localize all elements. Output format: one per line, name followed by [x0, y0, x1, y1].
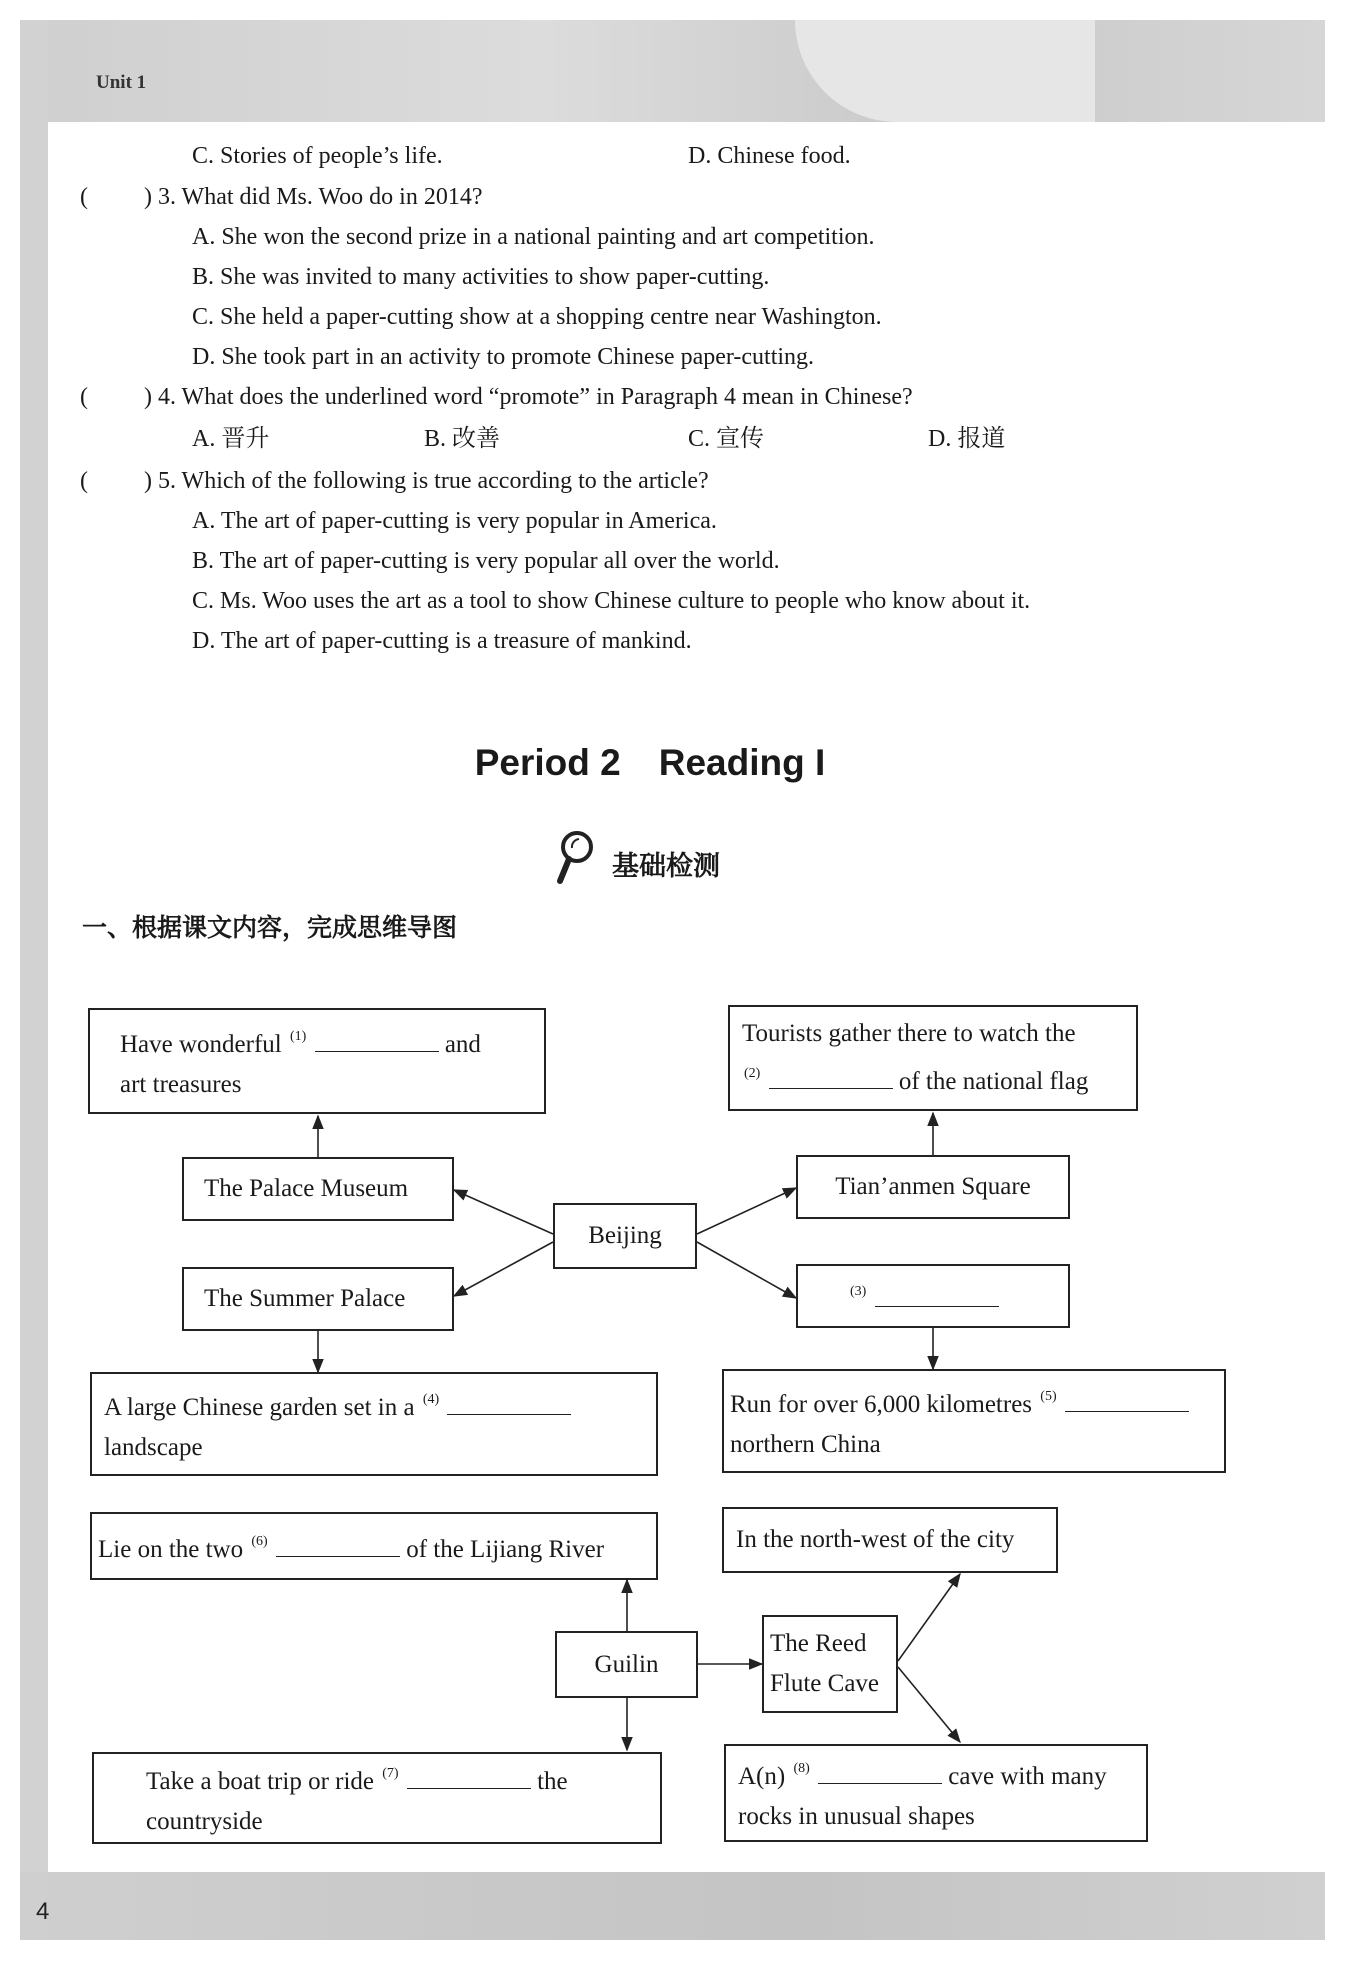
q5-option-a: A. The art of paper-cutting is very popular in America.: [192, 508, 717, 534]
blank-number-5: (5): [1040, 1389, 1057, 1404]
q5-answer-paren[interactable]: (: [80, 468, 88, 494]
box-1-line-2: art treasures: [120, 1071, 242, 1098]
q2-option-c: C. Stories of people’s life.: [192, 143, 443, 169]
box-beijing: Beijing: [553, 1203, 697, 1269]
box-3-blank: [796, 1264, 1070, 1328]
sub-heading: 基础检测: [612, 851, 720, 882]
box-6-guilin-detail: [90, 1512, 658, 1580]
box-reed-flute-cave: [762, 1615, 898, 1713]
q3-stem: ) 3. What did Ms. Woo do in 2014?: [144, 184, 483, 210]
box-5-wall-detail: [722, 1369, 1226, 1473]
box-palace-museum: The Palace Museum: [182, 1157, 454, 1221]
blank-number-1: (1): [290, 1029, 307, 1044]
box-2-line-1: Tourists gather there to watch the: [742, 1020, 1076, 1047]
box-summer-palace: The Summer Palace: [182, 1267, 454, 1331]
blank-5[interactable]: [1065, 1391, 1189, 1412]
blank-3[interactable]: [875, 1286, 999, 1307]
q5-option-c: C. Ms. Woo uses the art as a tool to show Chinese culture to people who know about it.: [192, 588, 1031, 614]
page-number: 4: [36, 1898, 50, 1925]
q3-answer-paren[interactable]: (: [80, 184, 88, 210]
box-5-line-1: Run for over 6,000 kilometres $^{(5)}$: [730, 1377, 1212, 1425]
box-2-line-2: $^{(2)}$ of the national flag: [744, 1066, 1089, 1095]
blank-number-8: (8): [793, 1761, 810, 1776]
q5-option-b: B. The art of paper-cutting is very popular all over the world.: [192, 548, 780, 574]
q5-option-d: D. The art of paper-cutting is a treasure of mankind.: [192, 628, 692, 654]
blank-number-4: (4): [422, 1392, 440, 1407]
blank-number-7: (7): [382, 1766, 399, 1781]
blank-4[interactable]: [447, 1394, 571, 1415]
arrow-beijing-box3: [697, 1242, 796, 1298]
box-7-line-2: countryside: [146, 1808, 263, 1835]
q2-option-d: D. Chinese food.: [688, 143, 851, 169]
box-1-palace-detail: [88, 1008, 546, 1114]
box-4-line-1: A large Chinese garden set in a $^{(4)}$: [104, 1380, 644, 1428]
arrow-beijing-palace-museum: [454, 1190, 553, 1234]
reed-line-1: The Reed: [770, 1630, 867, 1657]
q4-option-a: A. 晋升: [192, 426, 270, 452]
arrow-beijing-tiananmen: [697, 1188, 796, 1234]
box-8-cave-detail: [724, 1744, 1148, 1842]
period-number: Period 2: [474, 742, 621, 783]
q4-option-d: D. 报道: [928, 426, 1006, 452]
q5-stem: ) 5. Which of the following is true according to the article?: [144, 468, 709, 494]
q3-option-b: B. She was invited to many activities to show paper-cutting.: [192, 264, 770, 290]
box-6-line-1: Lie on the two $^{(6)}$ of the Lijiang River: [98, 1534, 605, 1563]
box-3-line-1: [848, 1272, 1056, 1320]
q3-option-c: C. She held a paper-cutting show at a shopping centre near Washington.: [192, 304, 882, 330]
box-4-summer-detail: [90, 1372, 658, 1476]
box-8-line-2: rocks in unusual shapes: [738, 1803, 975, 1830]
box-guilin: Guilin: [555, 1631, 698, 1698]
blank-number-6: (6): [251, 1534, 268, 1549]
period-topic: Reading I: [658, 742, 826, 783]
blank-number-2: (2): [744, 1066, 761, 1081]
blank-2[interactable]: [769, 1068, 893, 1089]
q4-answer-paren[interactable]: (: [80, 384, 88, 410]
blank-number-3: (3): [850, 1284, 867, 1299]
box-4-line-2: landscape: [104, 1434, 203, 1461]
box-tiananmen-square: Tian’anmen Square: [796, 1155, 1070, 1219]
q3-option-d: D. She took part in an activity to promote Chinese paper-cutting.: [192, 344, 815, 370]
q4-option-b: B. 改善: [424, 426, 501, 452]
blank-1[interactable]: [315, 1031, 439, 1052]
arrow-beijing-summer-palace: [454, 1242, 553, 1296]
box-5-line-2: northern China: [730, 1431, 881, 1458]
reed-line-2: Flute Cave: [770, 1670, 880, 1697]
blank-6[interactable]: [276, 1536, 400, 1557]
blank-8[interactable]: [818, 1763, 942, 1784]
box-1-line-1: Have wonderful $^{(1)}$ and: [120, 1029, 481, 1058]
box-2-tiananmen-detail: [728, 1005, 1138, 1111]
q3-option-a: A. She won the second prize in a national painting and art competition.: [192, 224, 875, 250]
q4-stem: ) 4. What does the underlined word “promote” in Paragraph 4 mean in Chinese?: [144, 384, 913, 410]
box-7-line-1: Take a boat trip or ride $^{(7)}$ the: [146, 1766, 568, 1795]
unit-label: Unit 1: [96, 72, 147, 93]
q4-option-c: C. 宣传: [688, 426, 765, 452]
blank-7[interactable]: [407, 1768, 531, 1789]
box-8-line-1: A(n) $^{(8)}$ cave with many: [738, 1761, 1107, 1790]
section-heading: 一、根据课文内容，完成思维导图: [82, 913, 458, 942]
arrow-reed-box8: [898, 1667, 960, 1742]
box-northwest: In the north-west of the city: [722, 1507, 1058, 1573]
box-7-guilin-detail: [92, 1752, 662, 1844]
arrow-reed-northwest: [898, 1574, 960, 1661]
